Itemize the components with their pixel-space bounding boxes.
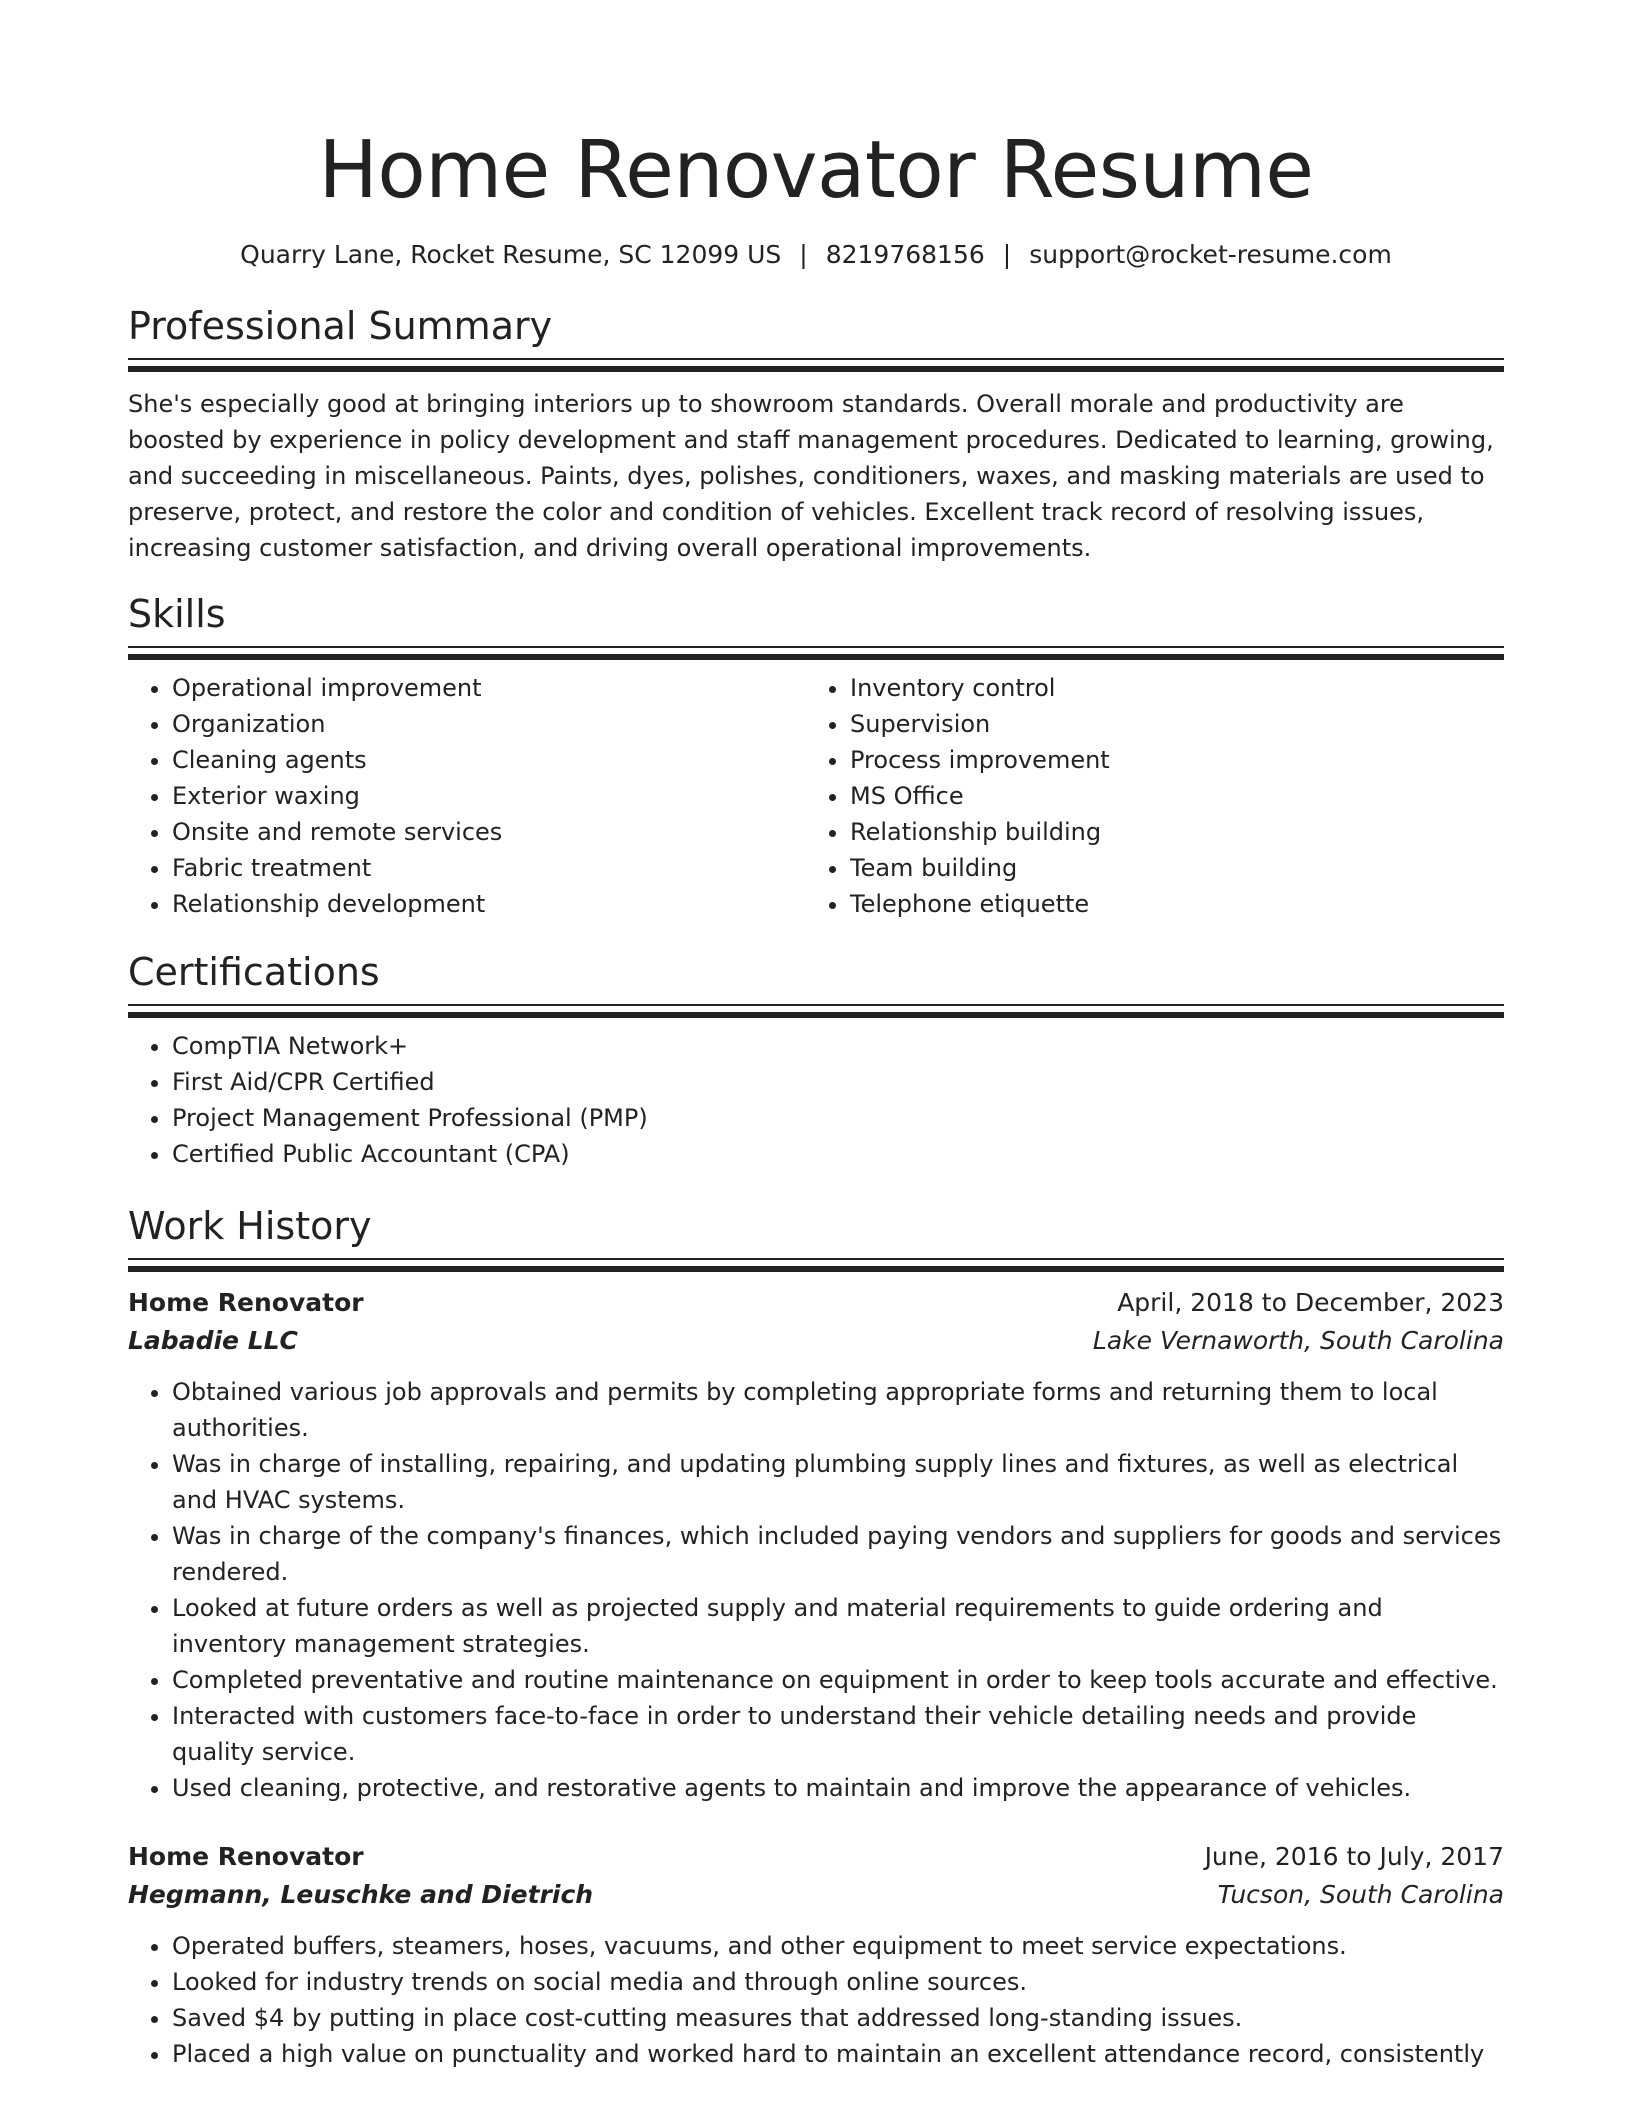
job-entry: [128, 1284, 1504, 1806]
certification-item: • Project Management Professional (PMP): [172, 1100, 1504, 1136]
job-title: Home Renovator: [128, 1842, 364, 1871]
work-section: [128, 1202, 1504, 2072]
job-bullet: • Operated buffers, steamers, hoses, vacuums, and other equipment to meet service expectations.: [172, 1928, 1504, 1964]
skill-item: • Organization: [172, 706, 806, 742]
certification-item: • CompTIA Network+: [172, 1028, 1504, 1064]
work-heading: Work History: [128, 1204, 372, 1248]
job-bullet: • Obtained various job approvals and permits by completing appropriate forms and returning them to local authorities.: [172, 1374, 1504, 1446]
job-bullet: • Completed preventative and routine maintenance on equipment in order to keep tools accurate and effective.: [172, 1662, 1504, 1698]
summary-text: She's especially good at bringing interiors up to showroom standards. Overall morale and productivity are boosted by experience in policy development and staff management procedures. Dedicated to learning, growing, and succeeding in miscellaneous. Paints, dyes, polishes, conditioners, waxes, and masking materials are used to preserve, protect, and restore the color and condition of vehicles. Excellent track record of resolving issues, increasing customer satisfaction, and driving overall operational improvements.: [128, 390, 1494, 562]
certifications-heading: Certifications: [128, 950, 380, 994]
job-bullet: • Used cleaning, protective, and restorative agents to maintain and improve the appearance of vehicles.: [172, 1770, 1504, 1806]
job-dates: April, 2018 to December, 2023: [1117, 1288, 1504, 1317]
job-subheader: [128, 1322, 1504, 1360]
skill-item: • Fabric treatment: [172, 850, 806, 886]
job-company: Labadie LLC: [128, 1326, 298, 1355]
skills-section: [128, 590, 1504, 922]
job-location: Tucson, South Carolina: [1217, 1880, 1504, 1909]
job-bullet: • Was in charge of the company's finances, which included paying vendors and suppliers for goods and services rendered.: [172, 1518, 1504, 1590]
job-bullet: • Was in charge of installing, repairing, and updating plumbing supply lines and fixtures, as well as electrical and HVAC systems.: [172, 1446, 1504, 1518]
section-divider: [128, 1004, 1504, 1020]
certification-item: • First Aid/CPR Certified: [172, 1064, 1504, 1100]
resume-page: [128, 0, 1504, 2072]
skills-column-right: [806, 670, 1484, 922]
job-location: Lake Vernaworth, South Carolina: [1092, 1326, 1504, 1355]
section-divider: [128, 646, 1504, 662]
skill-item: • Relationship building: [850, 814, 1484, 850]
contact-phone: 8219768156: [825, 240, 985, 269]
skills-column-left: [128, 670, 806, 922]
summary-section: [128, 302, 1504, 566]
skill-item: • Exterior waxing: [172, 778, 806, 814]
certification-item: • Certified Public Accountant (CPA): [172, 1136, 1504, 1172]
job-entry: [128, 1838, 1504, 2072]
contact-address: Quarry Lane, Rocket Resume, SC 12099 US: [240, 240, 782, 269]
skill-item: • Telephone etiquette: [850, 886, 1484, 922]
skills-grid: [128, 670, 1504, 922]
page-title: Home Renovator Resume: [318, 124, 1314, 216]
contact-separator: |: [799, 240, 808, 269]
skill-item: • Team building: [850, 850, 1484, 886]
skills-heading: Skills: [128, 592, 226, 636]
skill-item: • Operational improvement: [172, 670, 806, 706]
job-header: [128, 1838, 1504, 1876]
job-dates: June, 2016 to July, 2017: [1204, 1842, 1504, 1871]
summary-heading: Professional Summary: [128, 304, 553, 348]
job-bullet: • Looked for industry trends on social media and through online sources.: [172, 1964, 1504, 2000]
skill-item: • Supervision: [850, 706, 1484, 742]
skill-item: • Onsite and remote services: [172, 814, 806, 850]
skill-item: • Relationship development: [172, 886, 806, 922]
job-company: Hegmann, Leuschke and Dietrich: [128, 1880, 594, 1909]
skill-item: • Inventory control: [850, 670, 1484, 706]
job-bullet: • Interacted with customers face-to-face in order to understand their vehicle detailing needs and provide quality service.: [172, 1698, 1504, 1770]
job-header: [128, 1284, 1504, 1322]
job-bullet: • Saved $4 by putting in place cost-cutting measures that addressed long-standing issues.: [172, 2000, 1504, 2036]
certifications-section: [128, 948, 1504, 1172]
section-divider: [128, 1258, 1504, 1274]
skill-item: • Process improvement: [850, 742, 1484, 778]
skill-item: • Cleaning agents: [172, 742, 806, 778]
contact-email: support@rocket-resume.com: [1029, 240, 1392, 269]
job-bullet: • Placed a high value on punctuality and worked hard to maintain an excellent attendance record, consistently: [172, 2036, 1504, 2072]
skill-item: • MS Office: [850, 778, 1484, 814]
job-title: Home Renovator: [128, 1288, 364, 1317]
contact-line: [128, 237, 1504, 273]
contact-separator: |: [1002, 240, 1012, 269]
job-subheader: [128, 1876, 1504, 1914]
section-divider: [128, 358, 1504, 374]
job-bullet: • Looked at future orders as well as projected supply and material requirements to guide ordering and inventory management strategies.: [172, 1590, 1504, 1662]
